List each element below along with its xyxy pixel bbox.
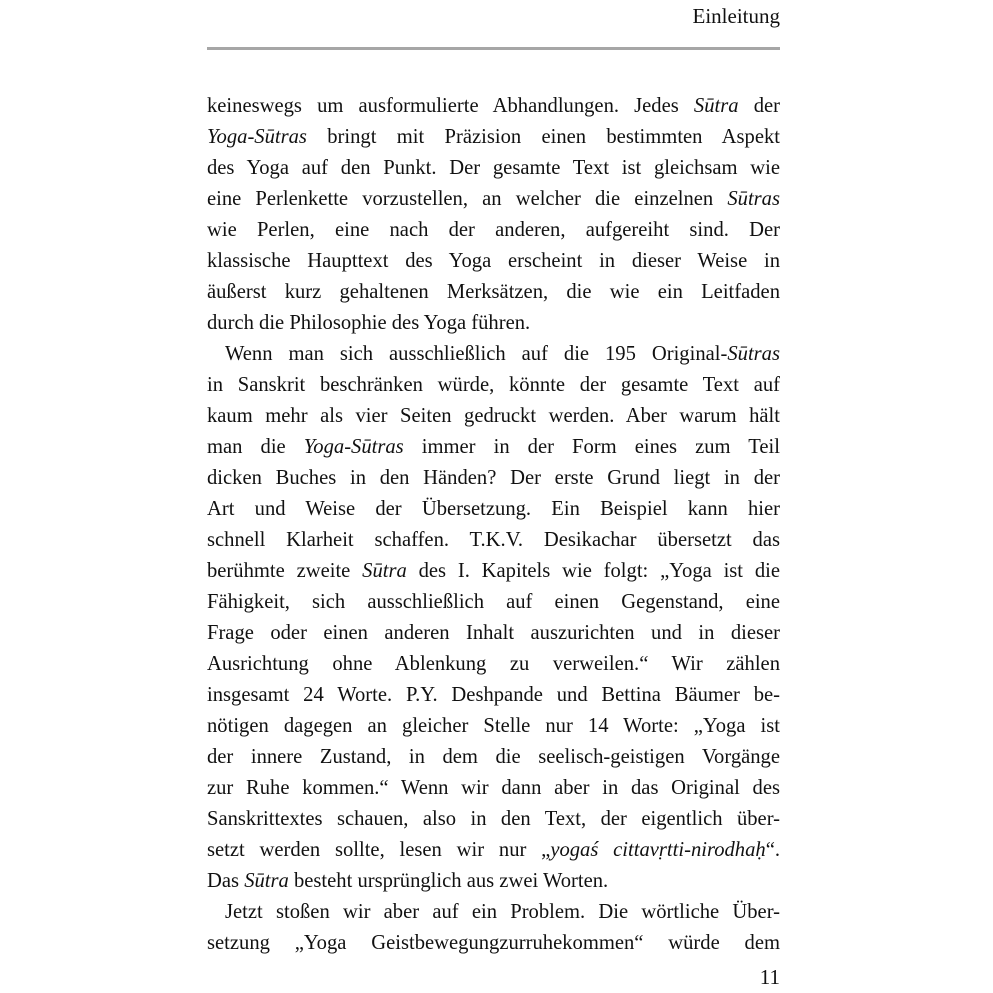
text-line: Das Sūtra besteht ursprünglich aus zwei Worten. [207,870,609,892]
text-line: insgesamt 24 Worte. P.Y. Deshpande und Bettina Bäumer be- [207,684,780,706]
text-line: Jetzt stoßen wir aber auf ein Problem. Die wörtliche Über- [225,901,780,923]
text-line: Yoga-Sūtras bringt mit Präzision einen bestimmten Aspekt [207,126,780,148]
text-line: klassische Haupttext des Yoga erscheint in dieser Weise in [207,250,780,272]
text-line: der innere Zustand, in dem die seelisch-geistigen Vorgänge [207,746,780,768]
text-line: kaum mehr als vier Seiten gedruckt werden. Aber warum hält [207,405,780,427]
running-head: Einleitung [692,4,780,28]
text-line: schnell Klarheit schaffen. T.K.V. Desikachar übersetzt das [207,529,780,551]
page-number: 11 [759,965,780,989]
text-line: Fähigkeit, sich ausschließlich auf einen Gegenstand, eine [207,591,780,613]
text-line: man die Yoga-Sūtras immer in der Form eines zum Teil [207,436,780,458]
text-line: dicken Buches in den Händen? Der erste Grund liegt in der [207,467,780,489]
text-line: setzt werden sollte, lesen wir nur „yogaś cittavṛtti-nirodhaḥ“. [207,839,780,861]
text-line: setzung „Yoga Geistbewegungzurruhekommen“ würde dem [207,932,780,954]
body-text [207,91,780,959]
text-line: Frage oder einen anderen Inhalt auszurichten und in dieser [207,622,780,644]
text-line: Ausrichtung ohne Ablenkung zu verweilen.“ Wir zählen [207,653,780,675]
text-line: äußerst kurz gehaltenen Merksätzen, die wie ein Leitfaden [207,281,780,303]
text-line: des Yoga auf den Punkt. Der gesamte Text ist gleichsam wie [207,157,780,179]
text-line: eine Perlenkette vorzustellen, an welcher die einzelnen Sūtras [207,188,780,210]
text-line: keineswegs um ausformulierte Abhandlungen. Jedes Sūtra der [207,95,780,117]
text-line: Art und Weise der Übersetzung. Ein Beispiel kann hier [207,498,780,520]
text-line: Wenn man sich ausschließlich auf die 195 Original-Sūtras [225,343,780,365]
text-line: berühmte zweite Sūtra des I. Kapitels wie folgt: „Yoga ist die [207,560,780,582]
text-line: nötigen dagegen an gleicher Stelle nur 14 Worte: „Yoga ist [207,715,780,737]
header-rule [207,47,780,50]
text-line: in Sanskrit beschränken würde, könnte der gesamte Text auf [207,374,780,396]
text-line: wie Perlen, eine nach der anderen, aufgereiht sind. Der [207,219,780,241]
text-line: durch die Philosophie des Yoga führen. [207,312,531,334]
text-line: Sanskrittextes schauen, also in den Text, der eigentlich über- [207,808,780,830]
text-line: zur Ruhe kommen.“ Wenn wir dann aber in das Original des [207,777,780,799]
